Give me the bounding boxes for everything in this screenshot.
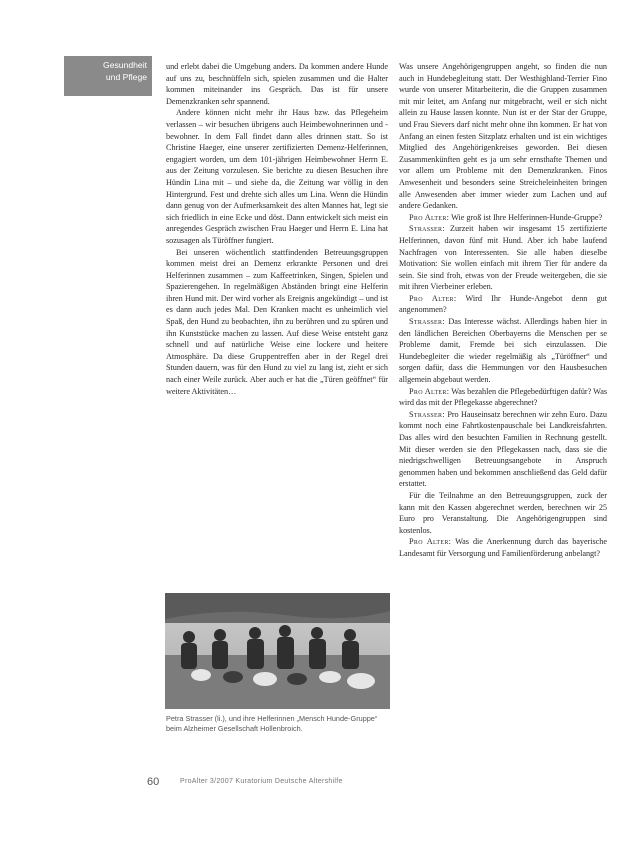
interview-answer: Strasser: Das Interesse wächst. Allerdings haben hier in den ländlichen Bereichen Oberbayerns die Menschen per se Probleme damit, Fremde bei sich einzulassen. Die Hundebegleiter die wieder regelmäßig als „Türöffner“ und sorgen dafür, dass die Hemmungen vor den Hausbesuchen allgemein abgebaut werden.	[399, 317, 608, 385]
paragraph: Andere können nicht mehr ihr Haus bzw. das Pflegeheim verlassen – wir besuchen übrigens auch Heimbewohnerinnen und -bewohner. In dem Fall findet dann alles drinnen statt. So ist Christine Haeger, eine unserer zertifizierten Demenz-Helferinnen, engagiert worden, um dem 101-jährigen Heimbewohner Herrn E. aus der Zeitung vorzulesen. Sie berichte zu diesen Besuchen ihre Hündin Lina mit – und siehe da, die Zeitung war völlig in den Hintergrund. Fest und drehte sich alles um Lina. Wenn die Hündin dann genug von der Aufmerksamkeit des alten Mannes hat, legt sie sich friedlich in eine Ecke und döst. Dann entwickelt sich meist ein anregendes Gespräch zwischen Frau Haeger und Herrn E. Lina hat sozusagen als Türöffner fungiert.	[166, 108, 388, 245]
article-left-column	[166, 61, 388, 397]
speaker-label: Pro Alter:	[409, 386, 450, 396]
speaker-label: Pro Alter:	[409, 537, 452, 547]
speaker-label: Strasser:	[409, 224, 445, 234]
interview-question: Pro Alter: Was die Anerkennung durch das bayerische Landesamt für Versorgung und Familienförderung anbelangt?	[399, 537, 607, 558]
speaker-label: Strasser:	[409, 317, 445, 327]
paragraph: Was unsere Angehörigengruppen angeht, so finden die nun auch in Hundebegleitung statt. Der Westhighland-Terrier Fino wurde von unserer Mitarbeiterin, die die Gruppen zusammen mit mir leitet, am Anfang nur mitgebracht, weil er sich nicht allein zu Hause lassen konnte. Nun ist er der Star der Gruppe, und Frau Sievers darf nicht mehr ohne ihn kommen. Er hat von Anfang an einen festen Sitzplatz erhalten und ist ein wichtiges Mitglied des Angehörigenkreises geworden. Bei diesen Zusammenkünften geht es ja um sehr ernsthafte Themen und vor allem um Probleme mit den Demenzkranken. Finos Anwesenheit und besonders seine Streicheleinheiten bringen alle Anwesenden aber immer wieder zum Lachen und auf andere Gedanken.	[399, 62, 607, 211]
section-tab-line-1: Gesundheit	[103, 60, 147, 70]
interview-answer: Strasser: Zurzeit haben wir insgesamt 15 zertifizierte Helferinnen, davon fünf mit Hund. Aber ich habe laufend Nachfragen von Interessenten. Sie alle haben dieselbe Motivation: Sie wollen einfach mit ihrem Tier für andere da sein. Sie sind froh, etwas von der Freude weitergeben, die sie mit ihren Vierbeiner erleben.	[399, 224, 607, 292]
speaker-label: Pro Alter:	[409, 293, 457, 303]
section-tab-line-2: und Pflege	[105, 72, 147, 82]
page-number: 60	[147, 776, 160, 788]
page-footer: ProAlter 3/2007 Kuratorium Deutsche Altershilfe	[180, 778, 343, 785]
interview-question: Pro Alter: Wird Ihr Hunde-Angebot denn gut angenommen?	[399, 293, 607, 315]
interview-answer: Strasser: Pro Hauseinsatz berechnen wir zehn Euro. Dazu kommt noch eine Fahrtkostenpauschale bei Landkreisfahrten. Das alles wird den besuchten Familien in Rechnung gestellt. Mit dieser werden sie den Pflegekassen nach, dass sie die niedrigschwelligen Betreuungsangebote in Anspruch genommen haben und bekommen anschließend das Geld dafür erstattet.	[399, 409, 607, 489]
article-right-column	[399, 61, 607, 560]
paragraph: Für die Teilnahme an den Betreuungsgruppen, zuck der kann mit den Kassen abgerechnet werden, berechnen wir 25 Euro pro Veranstaltung. Die Angehörigengruppen sind kostenlos.	[399, 490, 607, 535]
group-photo	[165, 593, 390, 709]
interview-question: Pro Alter: Was bezahlen die Pflegebedürftigen dafür? Was wird das mit der Pflegekasse abgerechnet?	[399, 386, 607, 408]
speaker-label: Strasser:	[409, 409, 445, 419]
group-photo-illustration	[165, 593, 390, 709]
interview-question: Pro Alter: Wie groß ist Ihre Helferinnen-Hunde-Gruppe?	[409, 212, 603, 222]
section-tab	[64, 56, 152, 96]
speaker-label: Pro Alter:	[409, 212, 450, 222]
paragraph: und erlebt dabei die Umgebung anders. Da kommen andere Hunde auf uns zu, beschnüffeln sich, spielen zusammen und die Halter kommen miteinander ins Gespräch. Das ist für unsere Demenzkranken sehr spannend.	[166, 62, 388, 106]
paragraph: Bei unseren wöchentlich stattfindenden Betreuungsgruppen kommen meist drei an Demenz erkrankte Personen und drei Helferinnen zusammen – zum Kaffeetrinken, Singen, Spielen und Spazierengehen. In regelmäßigen Abständen bringt eine Helferin ihren Hund mit. Der wird vorher als Ereignis angekündigt – und ist es dann auch jedes Mal. Den Kranken macht es unheimlich viel Spaß, den Hund zu beobachten, ihn zu berühren und zu spüren und ihn Kunststücke machen zu lassen. Auf diese Weise entsteht ganz schnell und auf natürliche Weise eine lockere und heitere Atmosphäre. Da diese Gruppentreffen aber in der Regel drei Stunden dauern, was für den Hund zu viel zu lang ist, zieht er sich nach einer Weile zurück. Aber auch er hat die „Türen geöffnet“ für weitere Aktivitäten…	[166, 247, 388, 396]
photo-caption: Petra Strasser (li.), und ihre Helferinnen „Mensch Hunde-Gruppe“ beim Alzheimer Gesellschaft Hollenbroich.	[166, 714, 378, 733]
